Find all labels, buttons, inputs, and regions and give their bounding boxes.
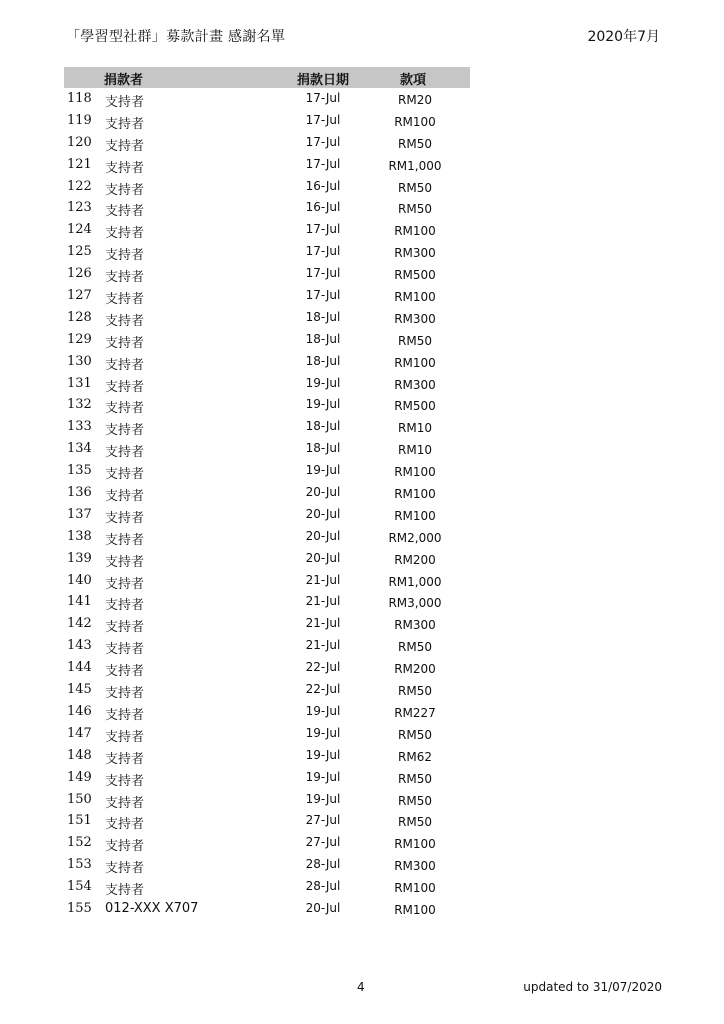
table-row xyxy=(64,898,470,920)
donor-name: 支持者 xyxy=(105,292,145,308)
table-row xyxy=(64,132,470,154)
donation-amount: RM62 xyxy=(398,749,432,764)
donation-amount: RM100 xyxy=(394,881,436,896)
table-row xyxy=(64,197,470,219)
donation-amount: RM300 xyxy=(394,311,436,326)
donor-name: 支持者 xyxy=(105,226,145,242)
column-header-donor: 捐款者 xyxy=(104,73,144,88)
table-row xyxy=(64,548,470,570)
donation-amount: RM300 xyxy=(394,859,436,874)
donor-name: 支持者 xyxy=(105,686,145,702)
donation-date: 28-Jul xyxy=(305,879,341,894)
donor-name: 支持者 xyxy=(105,335,145,351)
row-number: 154 xyxy=(67,879,92,895)
donation-amount: RM50 xyxy=(398,640,432,655)
row-number: 148 xyxy=(67,747,92,763)
donation-date: 20-Jul xyxy=(305,506,341,521)
donation-amount: RM100 xyxy=(394,465,436,480)
table-row xyxy=(64,810,470,832)
donation-date: 21-Jul xyxy=(305,638,341,653)
donation-amount: RM50 xyxy=(398,771,432,786)
donation-date: 18-Jul xyxy=(305,309,341,324)
table-row xyxy=(64,285,470,307)
donation-date: 17-Jul xyxy=(305,156,341,171)
donation-date: 18-Jul xyxy=(305,419,341,434)
table-row xyxy=(64,88,470,110)
row-number: 151 xyxy=(67,813,92,829)
table-row xyxy=(64,723,470,745)
donation-date: 17-Jul xyxy=(305,112,341,127)
row-number: 121 xyxy=(67,156,92,172)
column-header-date: 捐款日期 xyxy=(297,73,350,88)
donation-date: 21-Jul xyxy=(305,594,341,609)
table-row xyxy=(64,482,470,504)
donor-name: 支持者 xyxy=(105,751,145,767)
donation-amount: RM200 xyxy=(394,662,436,677)
row-number: 140 xyxy=(67,572,92,588)
table-row xyxy=(64,854,470,876)
row-number: 137 xyxy=(67,506,92,522)
table-body xyxy=(64,88,470,920)
donation-amount: RM500 xyxy=(394,399,436,414)
donor-name: 012-XXX X707 xyxy=(105,900,199,916)
donor-name: 支持者 xyxy=(105,554,145,570)
row-number: 141 xyxy=(67,594,92,610)
row-number: 143 xyxy=(67,638,92,654)
donation-amount: RM100 xyxy=(394,224,436,239)
row-number: 124 xyxy=(67,222,92,238)
donation-date: 21-Jul xyxy=(305,616,341,631)
donation-amount: RM50 xyxy=(398,202,432,217)
donation-date: 16-Jul xyxy=(305,200,341,215)
donation-date: 21-Jul xyxy=(305,572,341,587)
table-row xyxy=(64,613,470,635)
row-number: 127 xyxy=(67,288,92,304)
donor-name: 支持者 xyxy=(105,883,145,899)
donor-name: 支持者 xyxy=(105,795,145,811)
donor-name: 支持者 xyxy=(105,861,145,877)
row-number: 131 xyxy=(67,375,92,391)
donation-date: 22-Jul xyxy=(305,660,341,675)
donation-amount: RM3,000 xyxy=(388,596,442,611)
donation-date: 19-Jul xyxy=(305,791,341,806)
donor-name: 支持者 xyxy=(105,598,145,614)
donor-name: 支持者 xyxy=(105,532,145,548)
donation-date: 17-Jul xyxy=(305,222,341,237)
donation-date: 16-Jul xyxy=(305,178,341,193)
table-row xyxy=(64,832,470,854)
donor-name: 支持者 xyxy=(105,642,145,658)
updated-note: updated to 31/07/2020 xyxy=(523,980,662,994)
table-row xyxy=(64,154,470,176)
table-row xyxy=(64,351,470,373)
row-number: 125 xyxy=(67,244,92,260)
donation-date: 17-Jul xyxy=(305,266,341,281)
row-number: 155 xyxy=(67,900,92,916)
donation-date: 20-Jul xyxy=(305,528,341,543)
donation-date: 19-Jul xyxy=(305,747,341,762)
row-number: 135 xyxy=(67,463,92,479)
donation-amount: RM100 xyxy=(394,837,436,852)
column-header-amount: 款項 xyxy=(400,73,427,88)
row-number: 128 xyxy=(67,309,92,325)
donation-date: 20-Jul xyxy=(305,550,341,565)
row-number: 138 xyxy=(67,528,92,544)
table-row xyxy=(64,570,470,592)
page-header xyxy=(66,26,660,48)
donation-date: 17-Jul xyxy=(305,244,341,259)
donation-date: 19-Jul xyxy=(305,703,341,718)
table-row xyxy=(64,438,470,460)
donation-amount: RM50 xyxy=(398,136,432,151)
page-number: 4 xyxy=(357,980,365,994)
donor-name: 支持者 xyxy=(105,576,145,592)
donation-amount: RM20 xyxy=(398,93,432,107)
row-number: 149 xyxy=(67,769,92,785)
donation-amount: RM100 xyxy=(394,355,436,370)
donor-name: 支持者 xyxy=(105,357,145,373)
donor-name: 支持者 xyxy=(105,182,145,198)
donor-name: 支持者 xyxy=(105,95,145,110)
donation-amount: RM1,000 xyxy=(388,574,442,589)
donor-name: 支持者 xyxy=(105,379,145,395)
row-number: 132 xyxy=(67,397,92,413)
donation-amount: RM2,000 xyxy=(388,530,442,545)
row-number: 118 xyxy=(67,91,92,106)
row-number: 136 xyxy=(67,485,92,501)
donor-name: 支持者 xyxy=(105,423,145,439)
donation-amount: RM50 xyxy=(398,793,432,808)
donor-table xyxy=(64,67,470,920)
donation-amount: RM50 xyxy=(398,815,432,830)
table-row xyxy=(64,110,470,132)
donation-amount: RM100 xyxy=(394,114,436,129)
donor-name: 支持者 xyxy=(105,839,145,855)
row-number: 153 xyxy=(67,857,92,873)
donor-name: 支持者 xyxy=(105,817,145,833)
donor-name: 支持者 xyxy=(105,313,145,329)
donation-date: 18-Jul xyxy=(305,331,341,346)
table-row xyxy=(64,526,470,548)
table-header xyxy=(64,67,470,88)
donor-name: 支持者 xyxy=(105,664,145,680)
donation-date: 18-Jul xyxy=(305,441,341,456)
donor-name: 支持者 xyxy=(105,707,145,723)
donation-date: 17-Jul xyxy=(305,91,341,105)
page-footer xyxy=(0,980,724,1000)
donation-amount: RM10 xyxy=(398,421,432,436)
table-row xyxy=(64,767,470,789)
donor-name: 支持者 xyxy=(105,489,145,505)
table-row xyxy=(64,701,470,723)
table-row xyxy=(64,745,470,767)
donation-date: 28-Jul xyxy=(305,857,341,872)
donor-name: 支持者 xyxy=(105,270,145,286)
donation-amount: RM300 xyxy=(394,246,436,261)
donation-date: 20-Jul xyxy=(305,485,341,500)
table-row xyxy=(64,241,470,263)
donation-date: 22-Jul xyxy=(305,682,341,697)
row-number: 152 xyxy=(67,835,92,851)
donation-amount: RM100 xyxy=(394,508,436,523)
row-number: 130 xyxy=(67,353,92,369)
row-number: 144 xyxy=(67,660,92,676)
donation-date: 19-Jul xyxy=(305,769,341,784)
row-number: 120 xyxy=(67,134,92,150)
donation-amount: RM100 xyxy=(394,487,436,502)
table-row xyxy=(64,460,470,482)
document-title: 「學習型社群」募款計畫 感謝名單 xyxy=(66,29,286,45)
donation-date: 17-Jul xyxy=(305,288,341,303)
donor-name: 支持者 xyxy=(105,204,145,220)
row-number: 146 xyxy=(67,703,92,719)
donor-name: 支持者 xyxy=(105,773,145,789)
row-number: 145 xyxy=(67,682,92,698)
table-row xyxy=(64,876,470,898)
table-row xyxy=(64,263,470,285)
table-row xyxy=(64,373,470,395)
donation-date: 19-Jul xyxy=(305,725,341,740)
donor-name: 支持者 xyxy=(105,445,145,461)
donation-amount: RM50 xyxy=(398,727,432,742)
table-row xyxy=(64,416,470,438)
row-number: 123 xyxy=(67,200,92,216)
donation-amount: RM50 xyxy=(398,180,432,195)
row-number: 139 xyxy=(67,550,92,566)
donor-name: 支持者 xyxy=(105,467,145,483)
donor-name: 支持者 xyxy=(105,729,145,745)
row-number: 122 xyxy=(67,178,92,194)
donation-date: 19-Jul xyxy=(305,397,341,412)
donor-name: 支持者 xyxy=(105,116,145,132)
donation-date: 19-Jul xyxy=(305,375,341,390)
table-row xyxy=(64,176,470,198)
donation-amount: RM227 xyxy=(394,705,436,720)
row-number: 126 xyxy=(67,266,92,282)
donation-date: 19-Jul xyxy=(305,463,341,478)
donor-name: 支持者 xyxy=(105,510,145,526)
donation-amount: RM1,000 xyxy=(388,158,442,173)
donation-amount: RM100 xyxy=(394,902,436,917)
donation-date: 27-Jul xyxy=(305,813,341,828)
donor-name: 支持者 xyxy=(105,138,145,154)
donor-name: 支持者 xyxy=(105,620,145,636)
row-number: 133 xyxy=(67,419,92,435)
donation-amount: RM50 xyxy=(398,333,432,348)
donor-name: 支持者 xyxy=(105,401,145,417)
donation-date: 17-Jul xyxy=(305,134,341,149)
table-row xyxy=(64,591,470,613)
row-number: 147 xyxy=(67,725,92,741)
row-number: 150 xyxy=(67,791,92,807)
table-row xyxy=(64,789,470,811)
donation-amount: RM500 xyxy=(394,268,436,283)
donor-name: 支持者 xyxy=(105,248,145,264)
table-row xyxy=(64,307,470,329)
table-row xyxy=(64,504,470,526)
donation-amount: RM300 xyxy=(394,618,436,633)
table-row xyxy=(64,329,470,351)
table-row xyxy=(64,635,470,657)
donation-amount: RM10 xyxy=(398,443,432,458)
row-number: 119 xyxy=(67,112,92,128)
donation-amount: RM50 xyxy=(398,684,432,699)
document-month: 2020年7月 xyxy=(587,29,660,45)
donation-amount: RM100 xyxy=(394,290,436,305)
table-row xyxy=(64,679,470,701)
donation-amount: RM200 xyxy=(394,552,436,567)
table-row xyxy=(64,657,470,679)
donation-amount: RM300 xyxy=(394,377,436,392)
table-row xyxy=(64,394,470,416)
row-number: 134 xyxy=(67,441,92,457)
donation-date: 20-Jul xyxy=(305,900,341,915)
donation-date: 27-Jul xyxy=(305,835,341,850)
table-row xyxy=(64,219,470,241)
donation-date: 18-Jul xyxy=(305,353,341,368)
row-number: 142 xyxy=(67,616,92,632)
donor-name: 支持者 xyxy=(105,160,145,176)
row-number: 129 xyxy=(67,331,92,347)
